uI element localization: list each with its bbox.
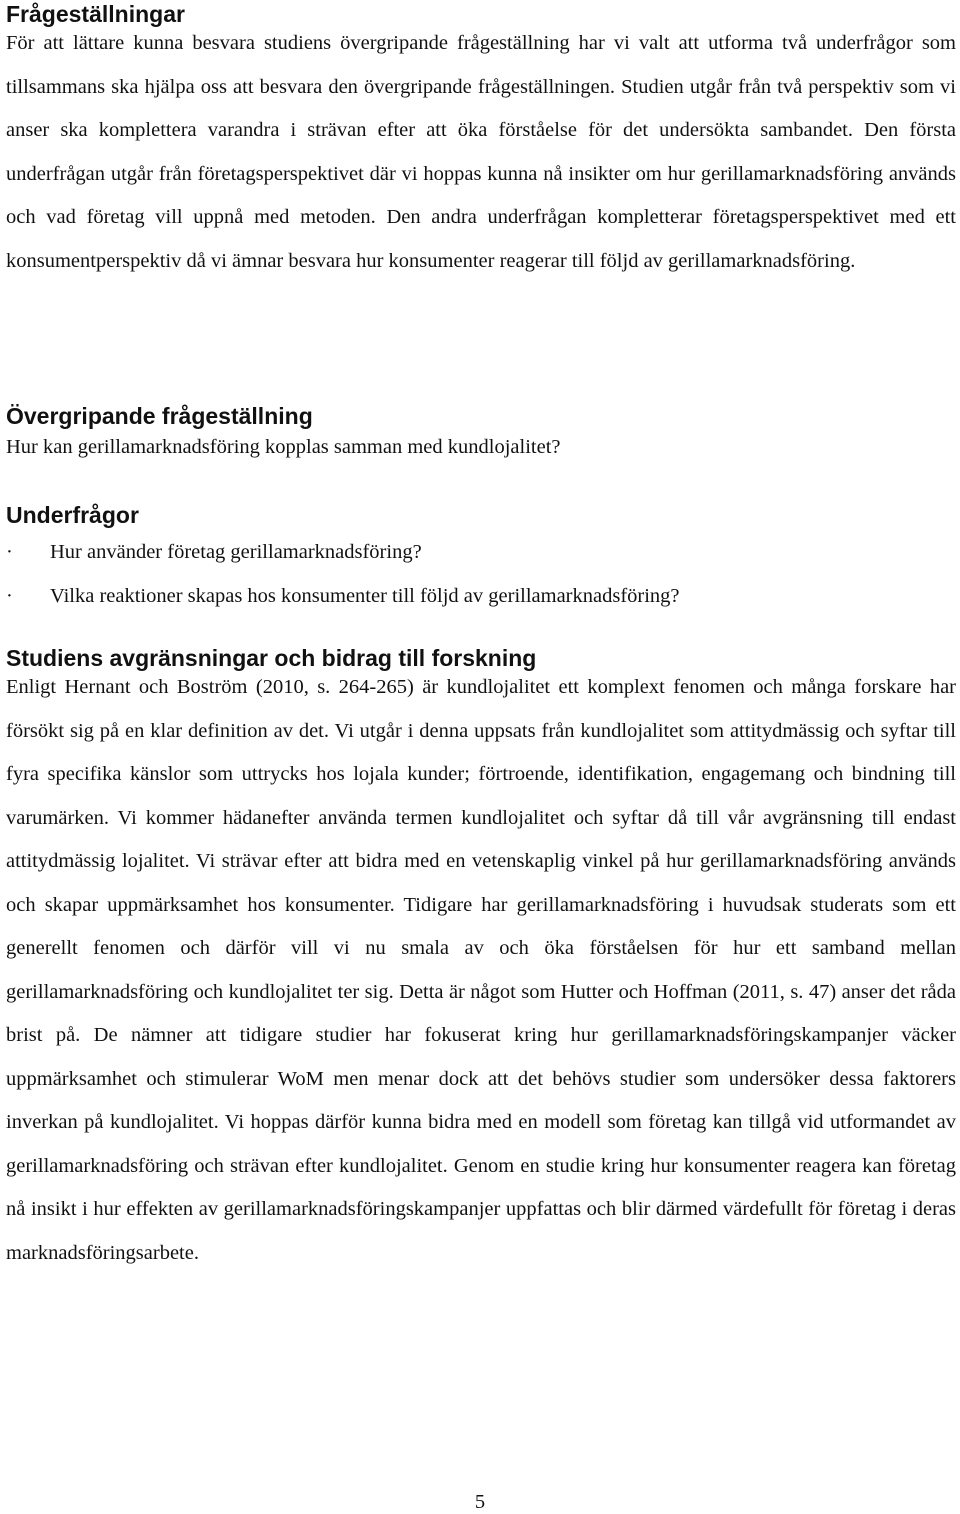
bullet-icon: · (6, 541, 13, 563)
main-question-text: Hur kan gerillamarknadsföring kopplas samman med kundlojalitet? (6, 436, 561, 458)
list-item (6, 530, 680, 574)
subquestion-text: Hur använder företag gerillamarknadsföring? (50, 541, 422, 563)
subquestion-list (6, 530, 680, 618)
paragraph-questions: För att lättare kunna besvara studiens övergripande frågeställning har vi valt att utforma två underfrågor som tillsammans ska hjälpa oss att besvara den övergripande frågeställningen. Studien utgår från två perspektiv som vi anser ska komplettera varandra i strävan efter att öka förståelse för det undersökta sambandet. Den första underfrågan utgår från företagsperspektivet där vi hoppas kunna nå insikter om hur gerillamarknadsföring används och vad företag vill uppnå med metoden. Den andra underfrågan kompletterar företagsperspektivet med ett konsumentperspektiv då vi ämnar besvara hur konsumenter reagerar till följd av gerillamarknadsföring. (6, 32, 956, 272)
section-heading-limits: Studiens avgränsningar och bidrag till forskning (6, 645, 537, 671)
section-heading-subquestions: Underfrågor (6, 502, 139, 528)
list-item (6, 574, 680, 618)
page-number: 5 (474, 1491, 486, 1513)
bullet-icon: · (6, 585, 13, 607)
section-heading-questions: Frågeställningar (6, 1, 185, 27)
section-heading-main-question: Övergripande frågeställning (6, 403, 313, 429)
paragraph-limits: Enligt Hernant och Boström (2010, s. 264-265) är kundlojalitet ett komplext fenomen och många forskare har försökt sig på en klar definition av det. Vi utgår i denna uppsats från kundlojalitet som attitydmässig och syftar till fyra specifika känslor som uttrycks hos lojala kunder; förtroende, identifikation, engagemang och bindning till varumärken. Vi kommer hädanefter använda termen kundlojalitet och syftar då till vår avgränsning till endast attitydmässig lojalitet. Vi strävar efter att bidra med en vetenskaplig vinkel på hur gerillamarknadsföring används och skapar uppmärksamhet hos konsumenter. Tidigare har gerillamarknadsföring i huvudsak studerats som ett generellt fenomen och därför vill vi nu smala av och öka förståelsen för hur ett samband mellan gerillamarknadsföring och kundlojalitet ter sig. Detta är något som Hutter och Hoffman (2011, s. 47) anser det råda brist på. De nämner att tidigare studier har fokuserat kring hur gerillamarknadsföringskampanjer väcker uppmärksamhet och stimulerar WoM men menar dock att det behövs studier som undersöker dessa faktorers inverkan på kundlojalitet. Vi hoppas därför kunna bidra med en modell som företag kan tillgå vid utformandet av gerillamarknadsföring och strävan efter kundlojalitet. Genom en studie kring hur konsumenter reagera kan företag nå insikt i hur effekten av gerillamarknadsföringskampanjer uppfattas och blir därmed värdefullt för företag i deras marknadsföringsarbete. (6, 676, 956, 1264)
subquestion-text: Vilka reaktioner skapas hos konsumenter till följd av gerillamarknadsföring? (50, 585, 680, 607)
